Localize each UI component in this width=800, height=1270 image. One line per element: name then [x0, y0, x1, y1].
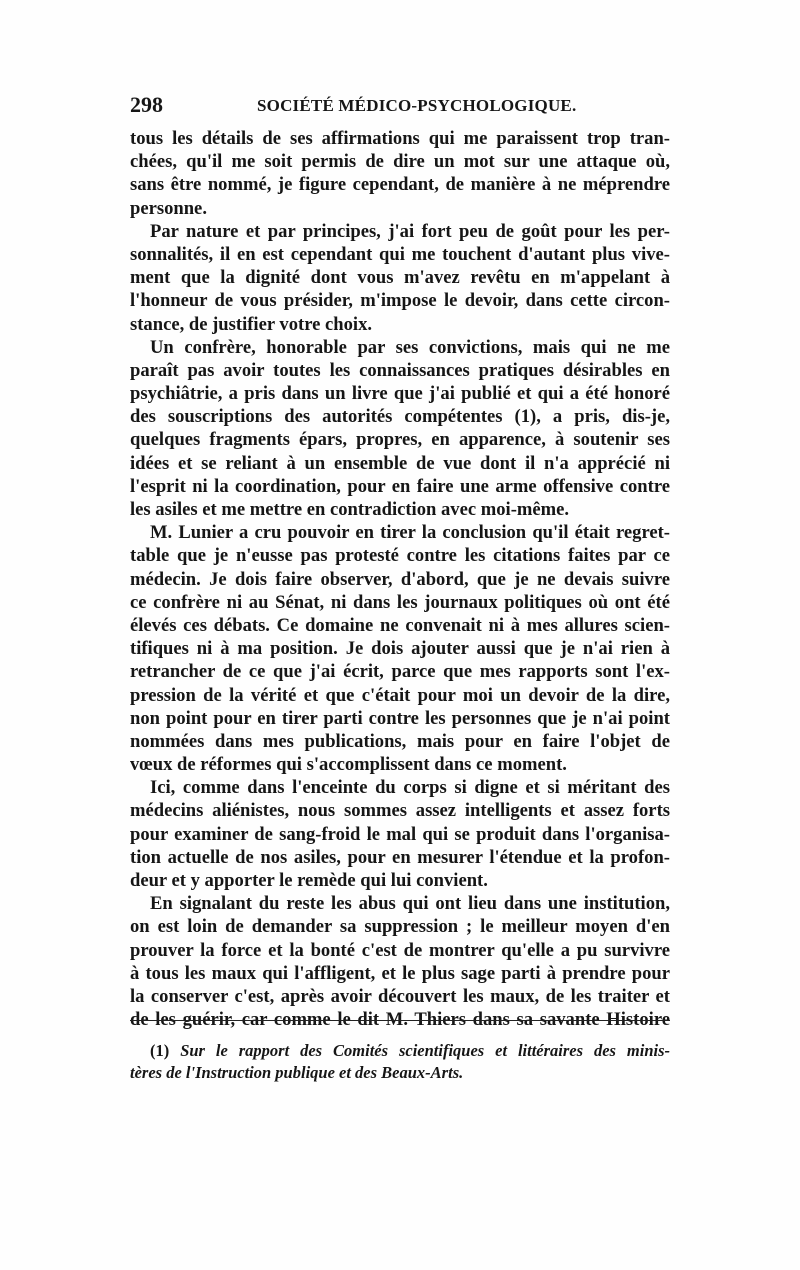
- text-line: En signalant du reste les abus qui ont lieu dans une institution,: [150, 893, 670, 915]
- text-line: Par nature et par principes, j'ai fort peu de goût pour les per-: [150, 220, 670, 242]
- text-line: médecin. Je dois faire observer, d'abord, que je ne devais suivre: [130, 568, 670, 590]
- footnote-rule: [130, 1020, 670, 1021]
- footnote: [130, 1040, 670, 1084]
- text-line: de les guérir, car comme le dit M. Thiers dans sa savante Histoire: [130, 1009, 670, 1031]
- text-line: vœux de réformes qui s'accomplissent dans ce moment.: [130, 754, 567, 776]
- footnote-line: tères de l'Instruction publique et des Beaux-Arts.: [130, 1063, 464, 1082]
- text-line: chées, qu'il me soit permis de dire un mot sur une attaque où,: [130, 151, 670, 173]
- text-line: prouver la force et la bonté c'est de montrer qu'elle a pu survivre: [130, 939, 670, 961]
- paragraph: [130, 776, 670, 892]
- text-line: la conserver c'est, après avoir découvert les maux, de les traiter et: [130, 985, 670, 1007]
- body-text: [130, 127, 670, 1031]
- text-line: pression de la vérité et que c'était pour moi un devoir de la dire,: [130, 684, 670, 706]
- footnote-text: Sur le rapport des Comités scientifiques et littéraires des minis-: [180, 1041, 671, 1060]
- paragraph: [130, 336, 670, 522]
- text-line: ce confrère ni au Sénat, ni dans les journaux politiques où ont été: [130, 591, 670, 613]
- text-line: Un confrère, honorable par ses convictions, mais qui ne me: [150, 336, 670, 358]
- text-line: les asiles et me mettre en contradiction avec moi-même.: [130, 499, 570, 520]
- text-line: des souscriptions des autorités compétentes (1), a pris, dis-je,: [130, 406, 670, 428]
- running-head: [130, 92, 670, 118]
- text-line: l'esprit ni la coordination, pour en faire une arme offensive contre: [130, 475, 670, 497]
- text-line: l'honneur de vous présider, m'impose le devoir, dans cette circon-: [130, 290, 670, 312]
- text-line: deur et y apporter le remède qui lui convient.: [130, 870, 488, 891]
- paragraph: [130, 892, 670, 1031]
- text-line: nommées dans mes publications, mais pour en faire l'objet de: [130, 730, 670, 752]
- paragraph: [130, 521, 670, 776]
- text-line: stance, de justifier votre choix.: [130, 313, 373, 335]
- text-line: à tous les maux qui l'affligent, et le plus sage parti à prendre pour: [130, 962, 670, 984]
- footnote-line: [130, 1040, 670, 1062]
- text-line: on est loin de demander sa suppression ; le meilleur moyen d'en: [130, 916, 670, 938]
- text-line: personne.: [130, 197, 207, 219]
- paragraph: [130, 220, 670, 336]
- text-line: tifiques ni à ma position. Je dois ajouter aussi que je n'ai rien à: [130, 638, 670, 660]
- text-line: élevés ces débats. Ce domaine ne convenait ni à mes allures scien-: [130, 614, 670, 636]
- page-number: 298: [130, 92, 163, 117]
- text-line: sonnalités, il en est cependant qui me touchent d'autant plus vive-: [130, 243, 670, 265]
- text-line: table que je n'eusse pas protesté contre les citations faites par ce: [130, 545, 670, 567]
- text-line: paraît pas avoir toutes les connaissances pratiques désirables en: [130, 359, 670, 381]
- text-line: tion actuelle de nos asiles, pour en mesurer l'étendue et la profon-: [130, 846, 670, 868]
- text-line: médecins aliénistes, nous sommes assez intelligents et assez forts: [130, 800, 670, 822]
- text-line: quelques fragments épars, propres, en apparence, à soutenir ses: [130, 429, 670, 451]
- text-line: M. Lunier a cru pouvoir en tirer la conclusion qu'il était regret-: [150, 522, 670, 544]
- paragraph: [130, 127, 670, 220]
- footnote-marker: (1): [150, 1041, 170, 1060]
- text-line: ment que la dignité dont vous m'avez revêtu en m'appelant à: [130, 267, 670, 289]
- text-line: idées et se reliant à un ensemble de vue dont il n'a apprécié ni: [130, 452, 670, 474]
- text-line: non point pour en tirer parti contre les personnes que je n'ai point: [130, 707, 670, 729]
- running-title: SOCIÉTÉ MÉDICO-PSYCHOLOGIQUE.: [257, 96, 577, 115]
- text-line: Ici, comme dans l'enceinte du corps si digne et si méritant des: [150, 777, 670, 799]
- text-line: tous les détails de ses affirmations qui me paraissent trop tran-: [130, 128, 670, 149]
- text-line: retrancher de ce que j'ai écrit, parce que mes rapports sont l'ex-: [130, 661, 670, 683]
- text-line: psychiâtrie, a pris dans un livre que j'ai publié et qui a été honoré: [130, 383, 670, 405]
- text-line: sans être nommé, je figure cependant, de manière à ne méprendre: [130, 174, 670, 196]
- text-line: pour examiner de sang-froid le mal qui se produit dans l'organisa-: [130, 823, 670, 845]
